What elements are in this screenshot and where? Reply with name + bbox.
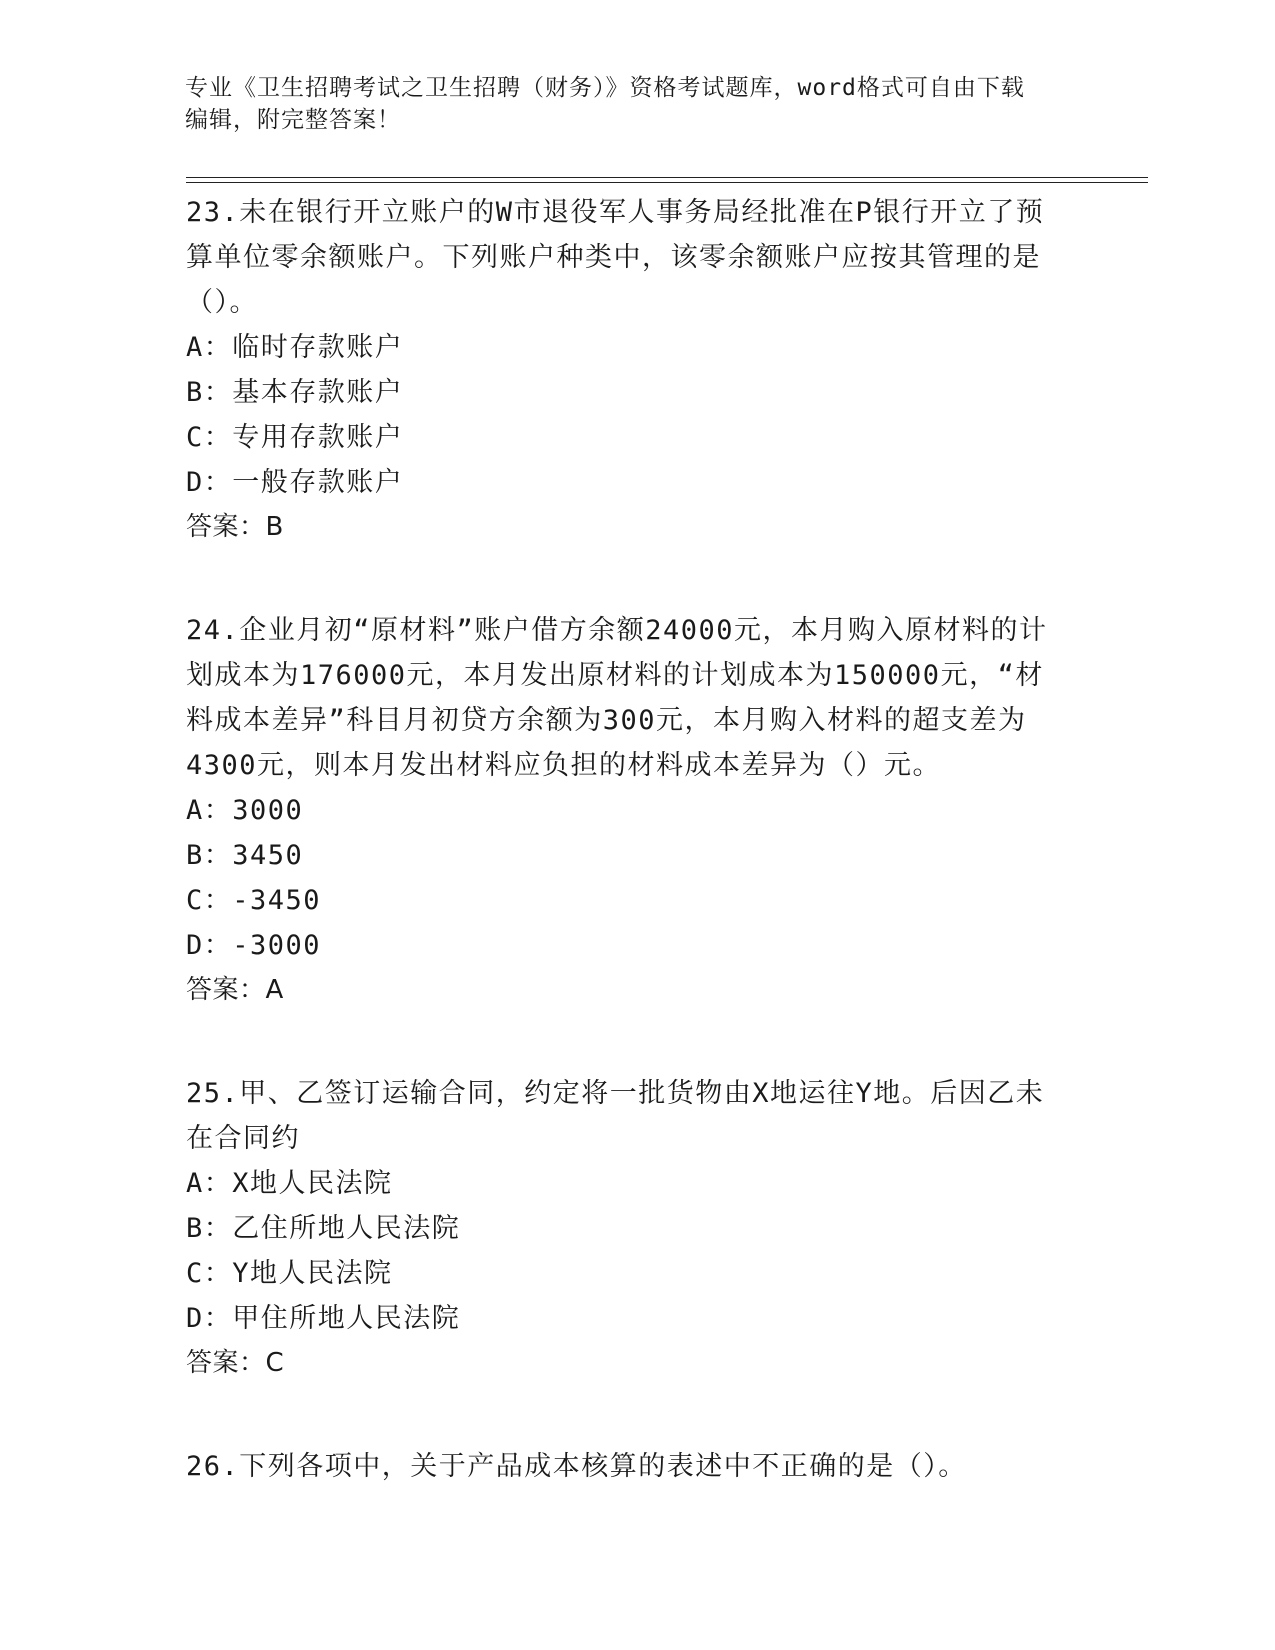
question-23	[186, 190, 1066, 550]
question-text: 23.未在银行开立账户的W市退役军人事务局经批准在P银行开立了预算单位零余额账户。下列账户种类中，该零余额账户应按其管理的是（）。	[186, 197, 1045, 318]
question-text: 24.企业月初“原材料”账户借方余额24000元，本月购入原材料的计划成本为176000元，本月发出原材料的计划成本为150000元，“材料成本差异”科目月初贷方余额为300元，本月购入材料的超支差为4300元，则本月发出材料应负担的材料成本差异为（）元。	[186, 615, 1048, 781]
option-c: C：专用存款账户	[186, 422, 404, 453]
answer: 答案：B	[186, 512, 284, 542]
header-divider-bottom	[186, 182, 1148, 183]
option-a: A：3000	[186, 795, 304, 826]
option-d: D：一般存款账户	[186, 467, 404, 498]
header-line-1: 专业《卫生招聘考试之卫生招聘（财务）》资格考试题库，word格式可自由下载	[185, 75, 1025, 101]
option-b: B：3450	[186, 840, 304, 871]
header-line-2: 编辑，附完整答案！	[185, 107, 401, 133]
header-divider-top	[186, 177, 1148, 178]
option-a: A：临时存款账户	[186, 332, 404, 363]
option-b: B：基本存款账户	[186, 377, 404, 408]
question-26	[186, 1444, 1066, 1489]
answer: 答案：A	[186, 975, 284, 1005]
question-text: 25.甲、乙签订运输合同，约定将一批货物由X地运往Y地。后因乙未在合同约	[186, 1078, 1045, 1154]
question-list	[186, 190, 1066, 1547]
answer: 答案：C	[186, 1348, 285, 1378]
option-c: C：-3450	[186, 885, 322, 916]
option-b: B：乙住所地人民法院	[186, 1213, 461, 1244]
option-d: D：甲住所地人民法院	[186, 1303, 461, 1334]
question-24	[186, 608, 1066, 1013]
question-25	[186, 1071, 1066, 1386]
question-text: 26.下列各项中，关于产品成本核算的表述中不正确的是（）。	[186, 1451, 967, 1482]
option-a: A：X地人民法院	[186, 1168, 393, 1199]
option-c: C：Y地人民法院	[186, 1258, 393, 1289]
option-d: D：-3000	[186, 930, 322, 961]
document-header	[185, 72, 1065, 136]
